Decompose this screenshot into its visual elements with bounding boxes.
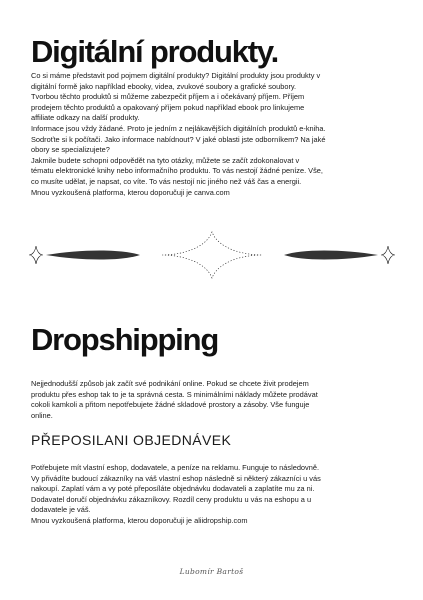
- divider-sparkle-right: [381, 246, 395, 264]
- text-line: digitální formě jako například ebooky, videa, zvukové soubory a grafické soubory.: [31, 81, 297, 91]
- decorative-divider: [22, 226, 402, 284]
- text-line: Nejjednodušší způsob jak začít své podnikání online. Pokud se chcete živit prodejem: [31, 379, 309, 388]
- text-line: obory se specializujete?: [31, 145, 110, 155]
- author-signature: Lubomír Bartoš: [179, 567, 244, 576]
- text-line: Informace jsou vždy žádané. Proto je jedním z nejlákavějších digitálních produktů e-kniha.: [31, 123, 326, 133]
- divider-sparkle-center: [162, 232, 262, 278]
- divider-line-right: [284, 251, 378, 260]
- text-line: prodejem těchto produktů a opakovaný příjem pokud například ebook pro linkujeme: [31, 102, 305, 112]
- text-line: tématu elektronické knihy nebo informačního produktu. To vás nestojí žádné peníze. Vše,: [31, 166, 323, 176]
- text-line: Dodavatel doručí objednávku zákazníkovy. Rozdíl ceny produktu u vás na eshopu a u: [31, 494, 312, 504]
- text-line: nakoupí. Zaplatí vám a vy poté přeposíláte objednávku dodavateli a zaplatíte mu za ni.: [31, 484, 315, 494]
- text-line: dodavatele je váš.: [31, 505, 91, 515]
- text-line: cokoli kamkoli a přitom nepotřebujete žádné skladové prostory a zásoby. Vše funguje: [31, 400, 310, 410]
- subheading-order-forwarding: PŘEPOSILANI OBJEDNÁVEK: [31, 432, 232, 448]
- text-line: online.: [31, 410, 53, 420]
- digital-products-text: [31, 71, 393, 198]
- section-title-digital-products: Digitální produkty.: [31, 34, 279, 69]
- divider-line-left: [46, 251, 140, 260]
- text-line: Co si máme představit pod pojmem digitální produkty? Digitální produkty jsou produkty v: [31, 71, 321, 80]
- section-title-dropshipping: Dropshipping: [31, 322, 219, 357]
- text-line: Jakmile budete schopni odpovědět na tyto otázky, můžete se začít zdokonalovat v: [31, 155, 300, 165]
- text-line: Sodroťte si k počítači. Jako informace nabídnout? V jaké oblasti jste odborníkem? Na jaké: [31, 134, 326, 144]
- text-line: Potřebujete mít vlastní eshop, dodavatele, a peníze na reklamu. Funguje to následovně.: [31, 463, 320, 472]
- text-line: Mnou vyzkoušená platforma, kterou doporučuji je aliidropship.com: [31, 515, 248, 525]
- order-forwarding-text: [31, 463, 393, 527]
- text-line: Tvorbou těchto produktů si můžeme zabezpečit příjem a i očekávaný příjem. Příjem: [31, 92, 305, 102]
- text-line: produktu přes eshop tak to je ta správná cesta. S minimálními náklady můžete prodávat: [31, 389, 318, 399]
- text-line: Vy přivádíte budoucí zákazníky na váš vlastní eshop následně si některý zákazníci u vás: [31, 473, 321, 483]
- divider-sparkle-left: [29, 246, 43, 264]
- text-line: co musíte udělat, je napsat, co víte. To vás nestojí nic jiného než váš čas a energii.: [31, 176, 302, 186]
- text-line: affiliate odkazy na další produkty.: [31, 113, 140, 123]
- text-line: Mnou vyzkoušená platforma, kterou doporučuji je canva.com: [31, 187, 230, 197]
- dropshipping-intro-text: [31, 379, 393, 421]
